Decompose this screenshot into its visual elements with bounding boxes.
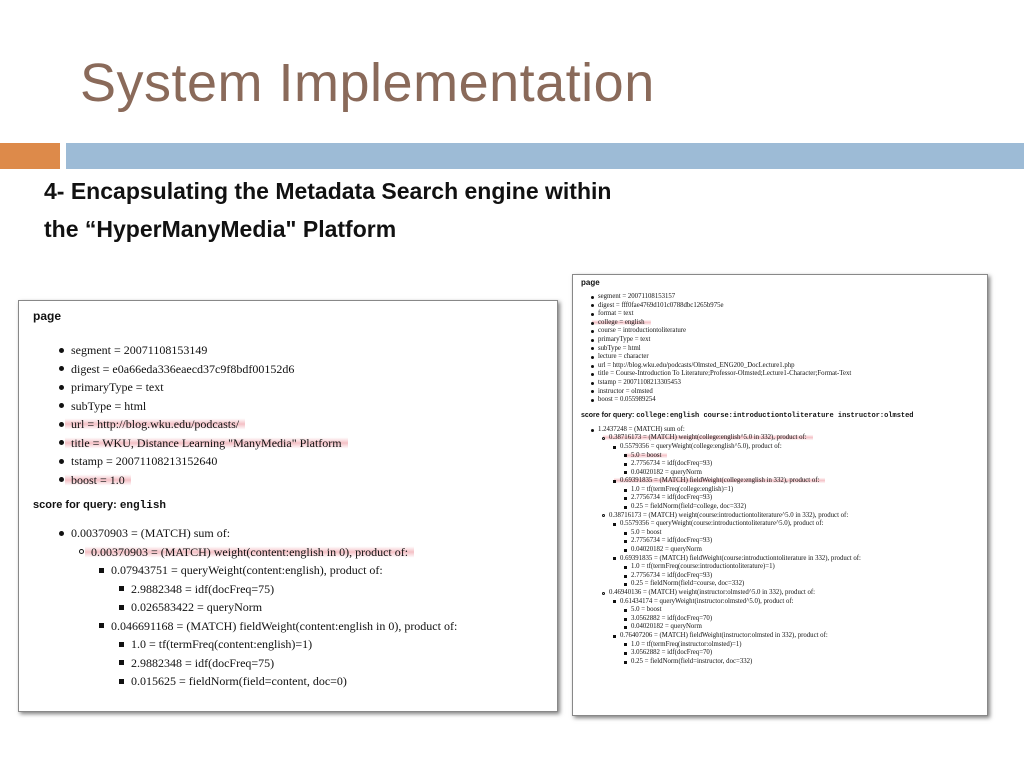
score-text: 0.61434174 = queryWeight(instructor:olmsted^5.0), product of: bbox=[620, 597, 794, 605]
field-text: subType = html bbox=[598, 344, 641, 352]
search-result-screenshot-left bbox=[18, 300, 558, 712]
field-text: boost = 1.0 bbox=[65, 473, 131, 487]
score-text: 1.0 = tf(termFreq(instructor:olmsted)=1) bbox=[631, 640, 742, 648]
score-item bbox=[71, 524, 543, 543]
field-text: subType = html bbox=[71, 398, 147, 413]
score-item bbox=[631, 615, 979, 624]
score-query-label: score for query: bbox=[33, 499, 117, 511]
score-text: 0.5579356 = queryWeight(college:english^5.0), product of: bbox=[620, 442, 782, 450]
page-fields-list bbox=[581, 293, 979, 405]
score-text: 0.69391835 = (MATCH) fieldWeight(college:english in 332), product of: bbox=[614, 477, 825, 484]
score-text: 0.07943751 = queryWeight(content:english), product of: bbox=[111, 563, 383, 577]
field-item bbox=[598, 345, 979, 354]
score-text: 0.015625 = fieldNorm(field=content, doc=0) bbox=[131, 674, 347, 688]
subtitle-line-1: 4- Encapsulating the Metadata Search engine within bbox=[44, 178, 612, 204]
score-item bbox=[631, 580, 979, 589]
accent-bar-orange bbox=[0, 143, 60, 169]
score-text: 0.69391835 = (MATCH) fieldWeight(course:introductiontoliterature in 332), product of: bbox=[620, 554, 861, 562]
score-item bbox=[131, 672, 543, 691]
score-text: 1.0 = tf(termFreq(content:english)=1) bbox=[131, 637, 313, 651]
score-item bbox=[631, 452, 979, 461]
field-text: tstamp = 20071108213152640 bbox=[71, 454, 218, 468]
score-item bbox=[111, 617, 543, 636]
score-text: 2.7756734 = idf(docFreq=93) bbox=[631, 460, 713, 468]
field-text: title = Course-Introduction To Literature;Professor-Olmsted;Lecture1-Character;Format-Text bbox=[598, 370, 852, 378]
score-text: 1.0 = tf(termFreq(college:english)=1) bbox=[631, 485, 734, 493]
search-result-screenshot-right bbox=[572, 274, 988, 716]
score-text: 0.25 = fieldNorm(field=college, doc=332) bbox=[631, 503, 747, 511]
score-item bbox=[620, 477, 979, 486]
field-text: segment = 20071108153157 bbox=[598, 293, 676, 300]
score-text: 2.9882348 = idf(docFreq=75) bbox=[131, 655, 275, 670]
field-item bbox=[598, 353, 979, 362]
score-text: 0.04020182 = queryNorm bbox=[631, 623, 702, 631]
field-text: url = http://blog.wku.edu/podcasts/ bbox=[65, 417, 245, 431]
score-item bbox=[91, 543, 543, 562]
score-text: 2.7756734 = idf(docFreq=93) bbox=[631, 494, 713, 502]
field-text: college = english bbox=[592, 319, 651, 326]
score-item bbox=[631, 486, 979, 495]
score-text: 5.0 = boost bbox=[625, 452, 667, 459]
field-text: title = WKU, Distance Learning "ManyMedia" Platform bbox=[65, 436, 348, 450]
score-query-line bbox=[33, 499, 543, 512]
score-item bbox=[631, 658, 979, 667]
score-text: 0.25 = fieldNorm(field=course, doc=332) bbox=[631, 580, 745, 588]
field-text: segment = 20071108153149 bbox=[71, 343, 208, 357]
field-item bbox=[71, 434, 543, 453]
accent-bar-blue bbox=[66, 143, 1024, 169]
score-text: 0.00370903 = (MATCH) weight(content:english in 0), product of: bbox=[85, 545, 414, 559]
field-item bbox=[71, 471, 543, 490]
score-explanation-list bbox=[33, 524, 543, 691]
field-item bbox=[598, 302, 979, 311]
score-item bbox=[598, 426, 979, 435]
score-text: 2.7756734 = idf(docFreq=93) bbox=[631, 537, 713, 545]
score-item bbox=[631, 494, 979, 503]
subtitle-line-2: the “HyperManyMedia" Platform bbox=[44, 216, 397, 242]
score-item bbox=[631, 641, 979, 650]
score-item bbox=[131, 580, 543, 599]
score-explanation-list bbox=[581, 426, 979, 667]
field-item bbox=[71, 397, 543, 416]
score-text: 5.0 = boost bbox=[631, 606, 662, 614]
score-text: 0.38716173 = (MATCH) weight(course:introductiontoliterature^5.0 in 332), product of: bbox=[609, 511, 849, 519]
field-text: primaryType = text bbox=[598, 335, 651, 343]
page-fields-list bbox=[33, 341, 543, 489]
score-item bbox=[631, 546, 979, 555]
field-text: instructor = olmsted bbox=[598, 387, 653, 395]
score-text: 0.76407206 = (MATCH) fieldWeight(instructor:olmsted in 332), product of: bbox=[620, 631, 828, 639]
score-item bbox=[631, 537, 979, 546]
field-text: tstamp = 20071108213305453 bbox=[598, 378, 681, 386]
score-item bbox=[131, 654, 543, 673]
field-item bbox=[71, 452, 543, 471]
score-text: 0.04020182 = queryNorm bbox=[631, 468, 702, 476]
score-item bbox=[631, 649, 979, 658]
score-text: 1.0 = tf(termFreq(course:introductiontoliterature)=1) bbox=[631, 563, 775, 571]
field-item bbox=[598, 388, 979, 397]
score-text: 5.0 = boost bbox=[631, 528, 662, 536]
score-text: 0.25 = fieldNorm(field=instructor, doc=332) bbox=[631, 657, 753, 665]
field-text: digest = e0a66eda336eaecd37c9f8bdf00152d6 bbox=[71, 361, 295, 376]
field-item bbox=[598, 362, 979, 371]
score-item bbox=[131, 598, 543, 617]
score-text: 0.026583422 = queryNorm bbox=[131, 600, 263, 614]
score-item bbox=[631, 503, 979, 512]
page-label: page bbox=[581, 278, 600, 287]
score-text: 0.5579356 = queryWeight(course:introductiontoliterature^5.0), product of: bbox=[620, 520, 824, 528]
score-item bbox=[631, 623, 979, 632]
score-item bbox=[609, 589, 979, 598]
score-query-value: english bbox=[119, 500, 167, 512]
score-item bbox=[620, 632, 979, 641]
slide-title: System Implementation bbox=[80, 53, 655, 113]
score-item bbox=[609, 434, 979, 443]
score-item bbox=[631, 460, 979, 469]
score-item bbox=[631, 572, 979, 581]
score-item bbox=[620, 598, 979, 607]
field-item bbox=[71, 378, 543, 397]
score-item bbox=[631, 469, 979, 478]
score-item bbox=[620, 443, 979, 452]
field-item bbox=[598, 336, 979, 345]
field-item bbox=[598, 379, 979, 388]
score-query-line bbox=[581, 412, 979, 420]
score-text: 0.46940136 = (MATCH) weight(instructor:olmsted^5.0 in 332), product of: bbox=[609, 589, 815, 596]
field-item bbox=[598, 327, 979, 336]
field-text: lecture = character bbox=[598, 353, 649, 361]
field-item bbox=[71, 415, 543, 434]
score-text: 3.0562882 = idf(docFreq=70) bbox=[631, 649, 713, 657]
score-query-value: college:english course:introductiontoliterature instructor:olmsted bbox=[636, 411, 914, 420]
field-text: boost = 0.055989254 bbox=[598, 396, 656, 404]
score-text: 2.9882348 = idf(docFreq=75) bbox=[131, 581, 275, 596]
score-text: 1.2437248 = (MATCH) sum of: bbox=[598, 425, 685, 433]
score-item bbox=[631, 606, 979, 615]
field-text: digest = fff0fae4769d101c0788dbc1265b975e bbox=[598, 301, 724, 309]
score-item bbox=[609, 512, 979, 521]
score-text: 0.38716173 = (MATCH) weight(college:english^5.0 in 332), product of: bbox=[603, 434, 813, 441]
score-text: 2.7756734 = idf(docFreq=93) bbox=[631, 571, 713, 579]
score-item bbox=[620, 555, 979, 564]
score-item bbox=[631, 563, 979, 572]
score-text: 0.04020182 = queryNorm bbox=[631, 546, 702, 554]
score-query-label: score for query: bbox=[581, 411, 635, 419]
score-item bbox=[631, 529, 979, 538]
page-label: page bbox=[33, 309, 62, 323]
score-text: 0.046691168 = (MATCH) fieldWeight(content:english in 0), product of: bbox=[111, 618, 458, 633]
slide-subtitle bbox=[44, 172, 804, 248]
field-text: url = http://blog.wku.edu/podcasts/Olmsted_ENG200_DocLecture1.php bbox=[598, 361, 795, 369]
field-item bbox=[598, 396, 979, 405]
score-item bbox=[620, 520, 979, 529]
field-item bbox=[71, 341, 543, 360]
field-item bbox=[598, 319, 979, 328]
field-item bbox=[598, 293, 979, 302]
score-item bbox=[111, 561, 543, 580]
field-item bbox=[598, 310, 979, 319]
field-text: primaryType = text bbox=[71, 380, 164, 394]
score-text: 3.0562882 = idf(docFreq=70) bbox=[631, 614, 713, 622]
score-text: 0.00370903 = (MATCH) sum of: bbox=[71, 526, 231, 540]
field-text: course = introductiontoliterature bbox=[598, 327, 687, 335]
field-item bbox=[71, 360, 543, 379]
field-item bbox=[598, 370, 979, 379]
field-text: format = text bbox=[598, 310, 634, 318]
score-item bbox=[131, 635, 543, 654]
